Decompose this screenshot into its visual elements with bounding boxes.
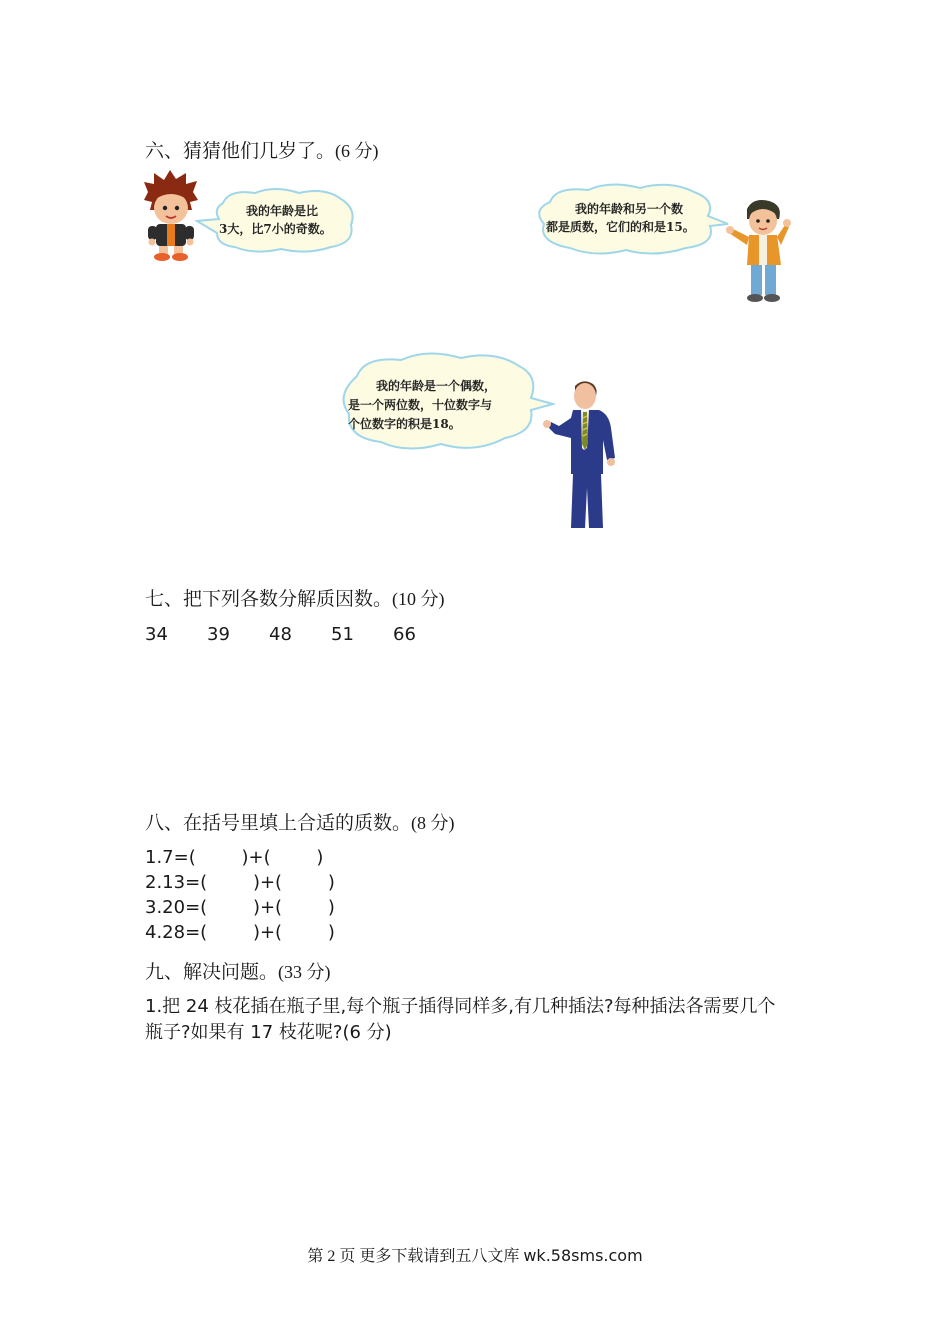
spiky-hair-boy-illustration [140, 170, 202, 262]
number-list [145, 623, 455, 647]
bubble-boy2-line1: 我的年龄和另一个数 [575, 202, 684, 216]
bubble-boy2-line2: 都是质数，它们的和是15。 [546, 220, 695, 234]
number-item: 34 [145, 624, 168, 645]
fill-item-1: 1.7=( )+( ) [145, 847, 324, 868]
section-seven-title: 七、把下列各数分解质因数。 [145, 588, 393, 610]
teacher-illustration [537, 378, 619, 530]
section-six-title: 六、猜猜他们几岁了。 [145, 140, 336, 162]
number-item: 39 [207, 624, 230, 645]
number-item: 66 [393, 624, 416, 645]
question-1-line2: 瓶子?如果有 17 枝花呢?(6 分) [145, 1022, 392, 1043]
section-seven-heading [145, 587, 445, 611]
bubble-teacher-line1: 我的年龄是一个偶数， [376, 379, 497, 393]
fill-item-3: 3.20=( )+( ) [145, 897, 335, 918]
section-six-score: (6 分) [335, 141, 379, 161]
number-item: 48 [269, 624, 292, 645]
section-eight-heading [145, 811, 455, 835]
section-six-heading [145, 139, 379, 163]
jacket-boy-illustration [725, 195, 795, 305]
bubble-boy1-line1: 我的年龄是比 [246, 204, 319, 218]
question-1-line1: 1.把 24 枝花插在瓶子里,每个瓶子插得同样多,有几种插法?每种插法各需要几个 [145, 996, 776, 1017]
page-footer [0, 1243, 950, 1266]
section-nine-title: 九、解决问题。 [145, 961, 279, 983]
section-eight-title: 八、在括号里填上合适的质数。 [145, 812, 412, 834]
fill-item-4: 4.28=( )+( ) [145, 922, 335, 943]
section-nine-heading [145, 960, 331, 984]
footer-page-text: 第 2 页 更多下载请到五八文库 [307, 1248, 520, 1265]
bubble-teacher-line2: 是一个两位数，十位数字与 [348, 398, 493, 412]
section-eight-score: (8 分) [411, 813, 455, 833]
bubble-boy1-line2: 3大，比7小的奇数。 [219, 222, 332, 236]
fill-item-2: 2.13=( )+( ) [145, 872, 335, 893]
footer-site-link[interactable]: wk.58sms.com [523, 1246, 643, 1265]
section-nine-score: (33 分) [278, 962, 331, 982]
bubble-teacher-line3: 个位数字的积是18。 [348, 417, 461, 431]
section-seven-score: (10 分) [392, 589, 445, 609]
number-item: 51 [331, 624, 354, 645]
